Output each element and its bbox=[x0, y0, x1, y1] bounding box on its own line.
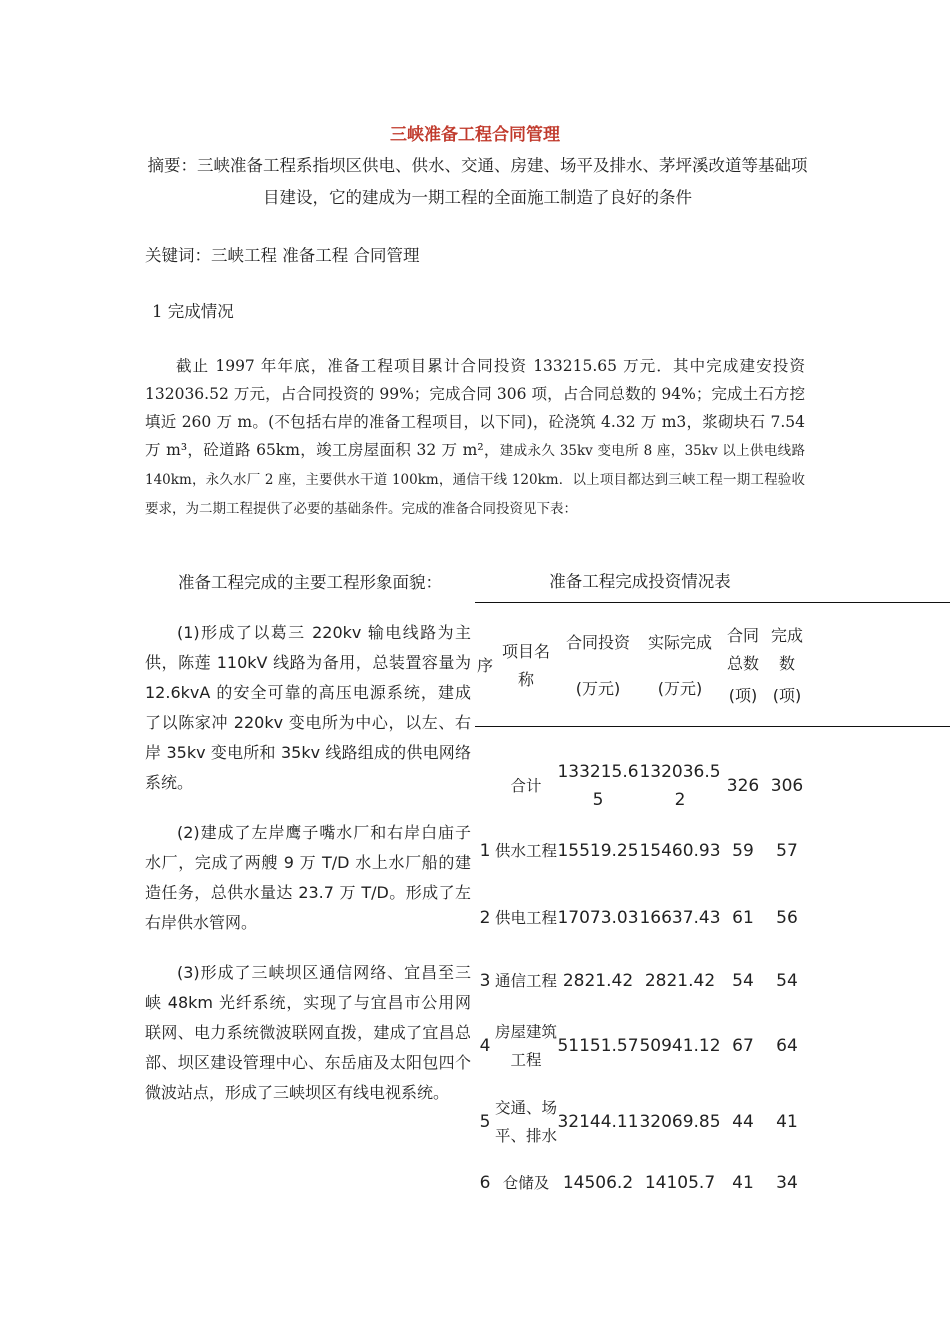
header-total-label: 合同总数 bbox=[726, 626, 759, 673]
cell-actual: 15460.93 bbox=[639, 841, 721, 861]
header-done bbox=[765, 605, 809, 727]
header-total-unit: (项) bbox=[728, 686, 758, 705]
cell-actual: 16637.43 bbox=[639, 908, 721, 928]
keywords: 关键词：三峡工程 准备工程 合同管理 bbox=[145, 246, 420, 265]
paragraph-part-2: 建成永久 35kv 变电所 8 座，35kv 以上供电线路 140km，永久水厂 2 座，主要供水干道 100km，通信干线 120km．以上项目都达到三峡工程一期工程验收要求，为二期工程提供了必要的基础条件。完成的准备合同投资见下表： bbox=[145, 443, 805, 517]
cell-done: 54 bbox=[776, 971, 798, 991]
header-done-unit: (项) bbox=[772, 686, 802, 705]
cell-total: 44 bbox=[732, 1112, 754, 1132]
paragraph-part-1: 截止 1997 年年底，准备工程项目累计合同投资 133215.65 万元．其中完成建安投资 132036.52 万元，占合同投资的 99%；完成合同 306 项，占合同总数的 94%；完成土石方挖填近 260 万 m。(不包括右岸的准备工程项目，以下同)，砼浇筑 4.32 万 m3，浆砌块石 7.54 万 m³，砼道路 65km，竣工房屋面积 32 万 m²， bbox=[145, 357, 805, 459]
header-contract bbox=[557, 605, 639, 727]
progress-item-3: (3)形成了三峡坝区通信网络、宜昌至三峡 48km 光纤系统，实现了与宜昌市公用网联网、电力系统微波联网直拨，建成了宜昌总部、坝区建设管理中心、东岳庙及太阳包四个微波站点，形成了三峡坝区有线电视系统。 bbox=[145, 963, 471, 1102]
cell-contract: 17073.03 bbox=[557, 908, 639, 928]
header-done-label: 完成数 bbox=[770, 626, 803, 673]
cell-seq: 1 bbox=[479, 841, 491, 861]
cell-contract: 15519.25 bbox=[557, 841, 639, 861]
investment-table bbox=[475, 605, 809, 1203]
header-total bbox=[721, 605, 765, 727]
table-row bbox=[475, 755, 809, 817]
cell-contract: 51151.57 bbox=[557, 1036, 639, 1056]
cell-name: 供电工程 bbox=[495, 909, 558, 927]
table-row bbox=[475, 885, 809, 951]
cell-seq: 4 bbox=[479, 1036, 491, 1056]
cell-done: 57 bbox=[776, 841, 798, 861]
cell-total: 61 bbox=[732, 908, 754, 928]
cell-seq: 2 bbox=[479, 908, 491, 928]
cell-total: 41 bbox=[732, 1173, 754, 1193]
table-top-rule bbox=[475, 602, 950, 603]
cell-name: 供水工程 bbox=[495, 842, 558, 860]
table-row bbox=[475, 1163, 809, 1203]
cell-actual: 14105.7 bbox=[644, 1173, 716, 1193]
body-paragraph bbox=[145, 352, 805, 523]
cell-seq: 5 bbox=[479, 1112, 491, 1132]
progress-column bbox=[145, 568, 471, 1128]
cell-name: 交通、场平、排水 bbox=[495, 1099, 558, 1145]
cell-done: 306 bbox=[770, 776, 804, 796]
cell-contract: 2821.42 bbox=[562, 971, 634, 991]
cell-done: 41 bbox=[776, 1112, 798, 1132]
cell-seq bbox=[475, 755, 495, 817]
cell-seq: 6 bbox=[479, 1173, 491, 1193]
table-spacer bbox=[475, 727, 809, 755]
cell-total: 54 bbox=[732, 971, 754, 991]
table-title: 准备工程完成投资情况表 bbox=[549, 572, 731, 591]
cell-name: 通信工程 bbox=[495, 972, 558, 990]
cell-contract: 14506.2 bbox=[562, 1173, 634, 1193]
table-row bbox=[475, 817, 809, 885]
cell-total: 67 bbox=[732, 1036, 754, 1056]
cell-actual: 50941.12 bbox=[639, 1036, 721, 1056]
cell-name: 仓储及 bbox=[502, 1174, 550, 1192]
cell-total: 59 bbox=[732, 841, 754, 861]
cell-contract: 133215.65 bbox=[557, 762, 639, 810]
cell-contract: 32144.11 bbox=[557, 1112, 639, 1132]
header-actual-label: 实际完成 bbox=[647, 633, 712, 652]
cell-total: 326 bbox=[726, 776, 760, 796]
cell-done: 34 bbox=[776, 1173, 798, 1193]
cell-name: 合计 bbox=[510, 777, 542, 795]
cell-seq: 3 bbox=[479, 971, 491, 991]
cell-done: 56 bbox=[776, 908, 798, 928]
cell-actual: 2821.42 bbox=[644, 971, 716, 991]
table-row bbox=[475, 1081, 809, 1163]
cell-name: 房屋建筑工程 bbox=[495, 1023, 558, 1069]
progress-lead: 准备工程完成的主要工程形象面貌： bbox=[178, 573, 442, 592]
abstract: 摘要：三峡准备工程系指坝区供电、供水、交通、房建、场平及排水、茅坪溪改道等基础项目建设，它的建成为一期工程的全面施工制造了良好的条件 bbox=[147, 156, 808, 207]
progress-item-2: (2)建成了左岸鹰子嘴水厂和右岸白庙子水厂，完成了两艘 9 万 T/D 水上水厂船的建造任务，总供水量达 23.7 万 T/D。形成了左右岸供水管网。 bbox=[145, 823, 471, 932]
table-header-row bbox=[475, 605, 809, 727]
header-contract-label: 合同投资 bbox=[565, 633, 630, 652]
cell-done: 64 bbox=[776, 1036, 798, 1056]
header-contract-unit: (万元) bbox=[575, 679, 621, 698]
header-name: 项目名称 bbox=[501, 642, 550, 689]
table-row bbox=[475, 951, 809, 1011]
progress-item-1: (1)形成了以葛三 220kv 输电线路为主供，陈莲 110kV 线路为备用，总装置容量为 12.6kvA 的安全可靠的高压电源系统，建成了以陈家冲 220kv 变电所为中心，以左、右岸 35kv 变电所和 35kv 线路组成的供电网络系统。 bbox=[145, 623, 471, 792]
section-heading: 1 完成情况 bbox=[152, 302, 234, 321]
header-actual bbox=[639, 605, 721, 727]
table-row bbox=[475, 1011, 809, 1081]
header-actual-unit: (万元) bbox=[657, 679, 703, 698]
cell-actual: 32069.85 bbox=[639, 1112, 721, 1132]
cell-actual: 132036.52 bbox=[639, 762, 721, 810]
document-title: 三峡准备工程合同管理 bbox=[390, 125, 560, 145]
header-seq: 序 bbox=[476, 656, 493, 675]
